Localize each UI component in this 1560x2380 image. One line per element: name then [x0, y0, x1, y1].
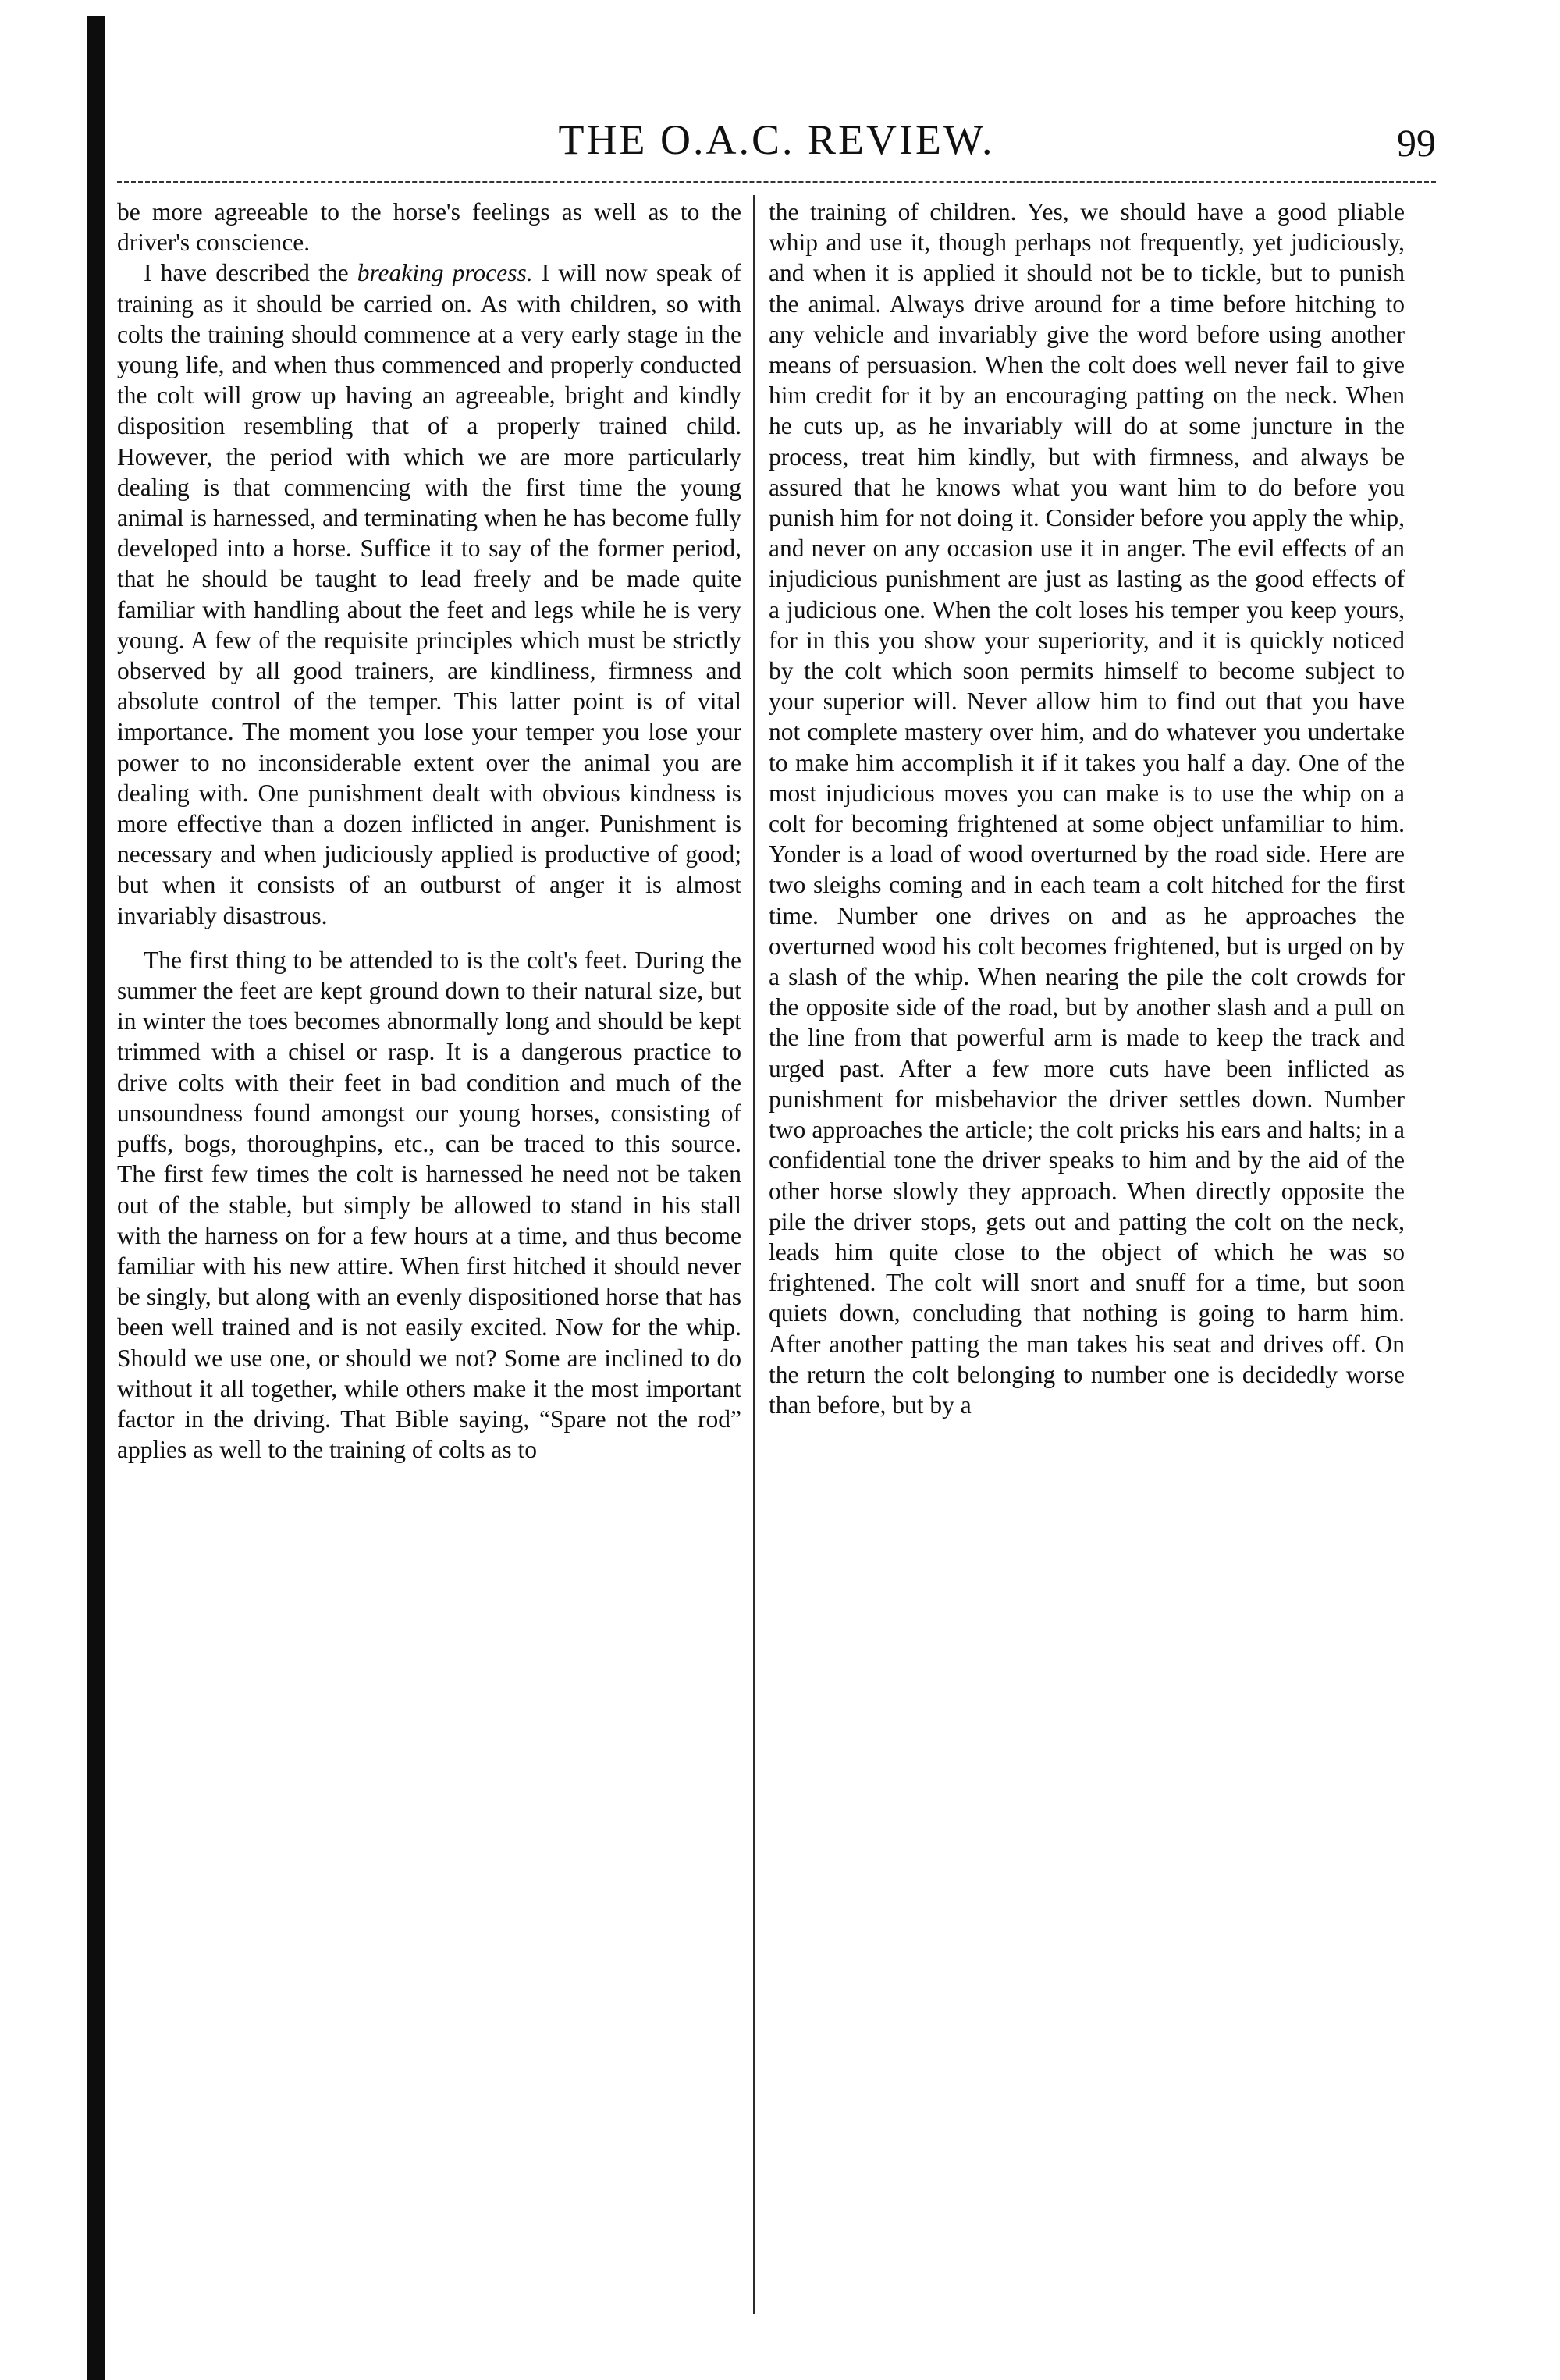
header-rule	[117, 181, 1436, 183]
left-column	[117, 197, 741, 1465]
page-binding-edge	[87, 16, 105, 2380]
running-title: THE O.A.C. REVIEW.	[558, 116, 995, 163]
paragraph: the training of children. Yes, we should have a good pliable whip and use it, though perhaps not frequently, yet judiciously, and when it is applied it should not be to tickle, but to punish the animal. Always drive around for a time before hitching to any vehicle and invariably give the word before using another means of persuasion. When the colt does well never fail to give him credit for it by an encouraging patting on the neck. When he cuts up, as he invariably will do at some juncture in the process, treat him kindly, but with firmness, and always be assured that he knows what you want him to do before you punish him for not doing it. Consider before you apply the whip, and never on any occasion use it in anger. The evil effects of an injudicious punishment are just as lasting as the good effects of a judicious one. When the colt loses his temper you keep yours, for in this you show your superiority, and it is quickly noticed by the colt which soon permits himself to become subject to your superior will. Never allow him to find out that you have not complete mastery over him, and do whatever you undertake to make him accomplish it if it takes you half a day. One of the most injudicious moves you can make is to use the whip on a colt for becoming frightened at some object unfamiliar to him. Yonder is a load of wood overturned by the road side. Here are two sleighs coming and in each team a colt hitched for the first time. Number one drives on and as he approaches the overturned wood his colt becomes frightened, but is urged on by a slash of the whip. When nearing the pile the colt crowds for the opposite side of the road, but by another slash and a pull on the line from that powerful arm is made to keep the track and urged past. After a few more cuts have been inflicted as punishment for misbehavior the driver settles down. Number two approaches the article; the colt pricks his ears and halts; in a confidential tone the driver speaks to him and by the aid of the other horse slowly they approach. When directly opposite the pile the driver stops, gets out and patting the colt on the neck, leads him quite close to the object of which he was so frightened. The colt will snort and snuff for a time, but soon quiets down, concluding that nothing is going to harm him. After another patting the man takes his seat and drives off. On the return the colt belonging to number one is decidedly worse than before, but by a	[769, 198, 1405, 1419]
paragraph: be more agreeable to the horse's feelings as well as to the driver's conscience.	[117, 198, 741, 257]
emphasized-phrase: breaking process.	[357, 259, 533, 287]
page-header	[117, 109, 1436, 179]
column-divider	[753, 195, 755, 2314]
paragraph-text: I have described the	[144, 259, 357, 287]
page-number: 99	[1397, 121, 1436, 165]
paragraph: The first thing to be attended to is the colt's feet. During the summer the feet are kept ground down to their natural size, but in winter the toes becomes abnormally long and should be kept trimmed with a chisel or rasp. It is a dangerous practice to drive colts with their feet in bad condition and much of the unsoundness found amongst our young horses, consisting of puffs, bogs, thoroughpins, etc., can be traced to this source. The first few times the colt is harnessed he need not be taken out of the stable, but simply be allowed to stand in his stall with the harness on for a few hours at a time, and thus become familiar with his new attire. When first hitched it should never be singly, but along with an evenly dispositioned horse that has been well trained and is not easily excited. Now for the whip. Should we use one, or should we not? Some are inclined to do without it all together, while others make it the most important factor in the driving. That Bible saying, “Spare not the rod” applies as well to the training of colts as to	[117, 946, 741, 1464]
paragraph	[117, 258, 741, 930]
paragraph-text: I will now speak of training as it should be carried on. As with children, so with colts the training should commence at a very early stage in the young life, and when thus commenced and properly conducted the colt will grow up having an agreeable, bright and kindly disposition resembling that of a properly trained child. However, the period with which we are more particularly dealing is that commencing with the first time the young animal is harnessed, and terminating when he has become fully developed into a horse. Suffice it to say of the former period, that he should be taught to lead freely and be made quite familiar with handling about the feet and legs while he is very young. A few of the requisite principles which must be strictly observed by all good trainers, are kindliness, firmness and absolute control of the temper. This latter point is of vital importance. The moment you lose your temper you lose your power to no inconsiderable extent over the animal you are dealing with. One punishment dealt with obvious kindness is more effective than a dozen inflicted in anger. Punishment is necessary and when judiciously applied is productive of good; but when it consists of an outburst of anger it is almost invariably disastrous.	[117, 259, 741, 929]
right-column	[769, 197, 1405, 1420]
